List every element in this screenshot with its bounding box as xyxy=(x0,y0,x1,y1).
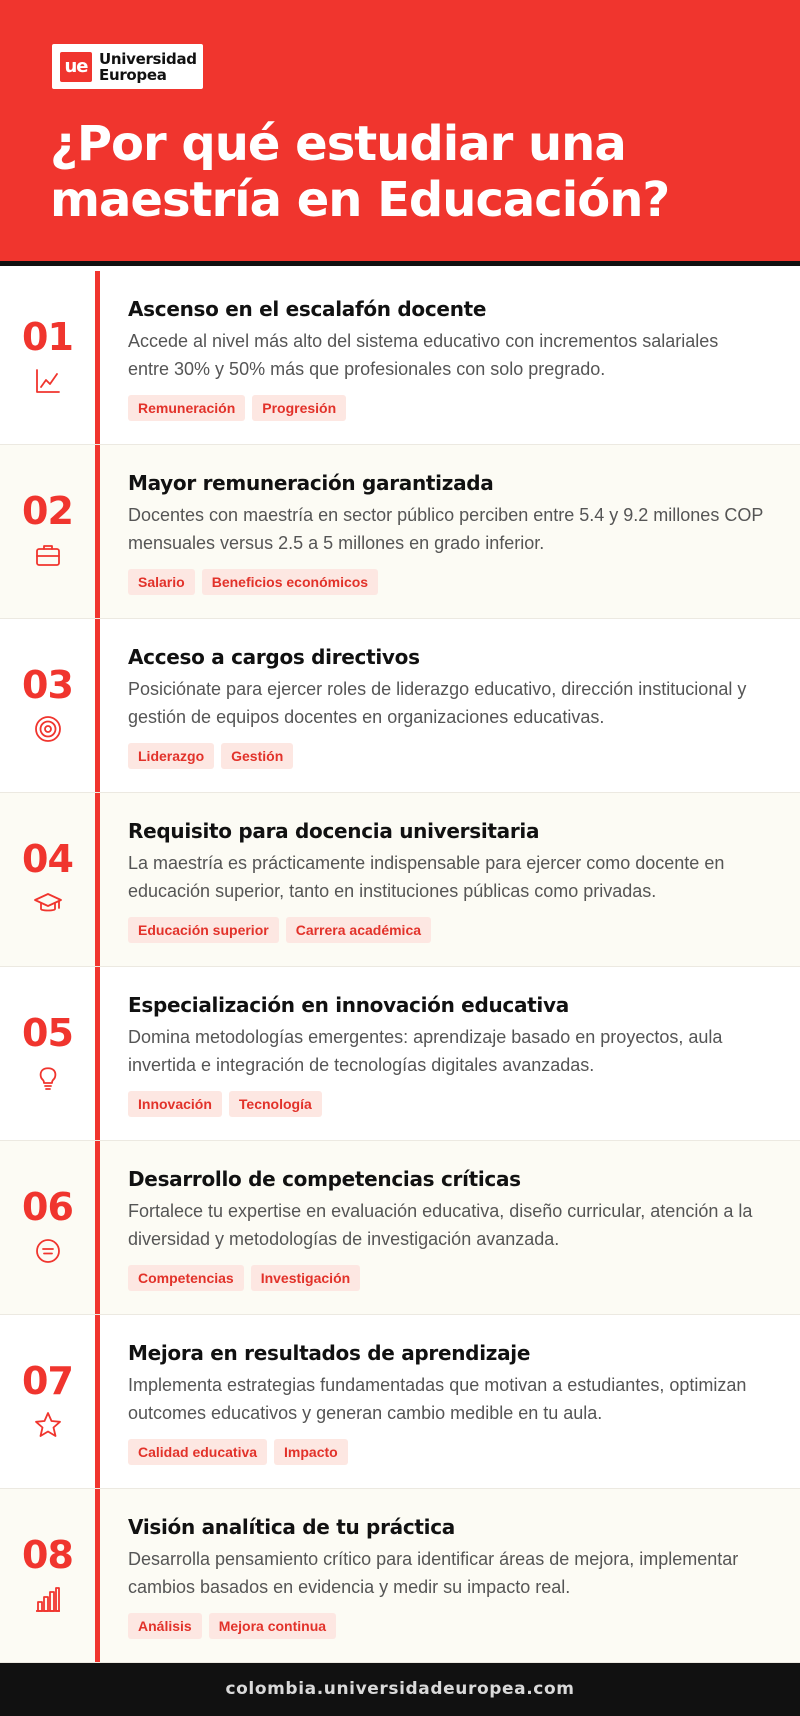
tag-list xyxy=(128,569,378,595)
tag: Liderazgo xyxy=(128,743,214,769)
benefit-description xyxy=(128,501,778,557)
benefit-item xyxy=(0,445,800,619)
page-title-line-1: ¿Por qué estudiar una xyxy=(50,116,626,172)
benefit-title: Desarrollo de competencias críticas xyxy=(128,1167,521,1191)
tag-list xyxy=(128,917,431,943)
description-line-1: La maestría es prácticamente indispensable para ejercer como docente en xyxy=(128,853,725,873)
logo-wordmark xyxy=(99,51,197,83)
accent-rail xyxy=(95,271,100,444)
brain-icon xyxy=(33,1236,63,1266)
description-line-1: Desarrolla pensamiento crítico para identificar áreas de mejora, implementar xyxy=(128,1549,739,1569)
benefit-number: 06 xyxy=(22,1185,73,1229)
benefit-number: 08 xyxy=(22,1533,73,1577)
benefit-title: Requisito para docencia universitaria xyxy=(128,819,540,843)
tag-list xyxy=(128,743,293,769)
benefit-title: Visión analítica de tu práctica xyxy=(128,1515,455,1539)
description-line-2: educación superior, tanto en instituciones públicas como privadas. xyxy=(128,881,657,901)
accent-rail xyxy=(95,619,100,792)
tag: Mejora continua xyxy=(209,1613,336,1639)
benefit-title: Ascenso en el escalafón docente xyxy=(128,297,487,321)
target-icon xyxy=(33,714,63,744)
description-line-1: Fortalece tu expertise en evaluación educativa, diseño curricular, atención a la xyxy=(128,1201,753,1221)
tag-list xyxy=(128,1265,360,1291)
benefit-number: 02 xyxy=(22,489,73,533)
benefit-number: 04 xyxy=(22,837,73,881)
tag: Tecnología xyxy=(229,1091,322,1117)
benefit-item xyxy=(0,967,800,1141)
tag-list xyxy=(128,1613,336,1639)
description-line-2: cambios basados en evidencia y medir su impacto real. xyxy=(128,1577,571,1597)
graduation-cap-icon xyxy=(33,888,63,918)
page-title xyxy=(50,116,770,228)
logo-line-1: Universidad xyxy=(99,49,197,68)
accent-rail xyxy=(95,793,100,966)
benefit-item xyxy=(0,1315,800,1489)
universidad-europea-logo[interactable] xyxy=(52,44,203,89)
tag: Competencias xyxy=(128,1265,244,1291)
accent-rail xyxy=(95,1489,100,1662)
briefcase-icon xyxy=(33,540,63,570)
accent-rail xyxy=(95,1141,100,1314)
page-title-line-2: maestría en Educación? xyxy=(50,172,670,228)
tag: Carrera académica xyxy=(286,917,431,943)
benefit-description xyxy=(128,1371,778,1427)
description-line-2: entre 30% y 50% más que profesionales con solo pregrado. xyxy=(128,359,606,379)
tag: Beneficios económicos xyxy=(202,569,378,595)
tag: Progresión xyxy=(252,395,346,421)
tag: Análisis xyxy=(128,1613,202,1639)
benefit-item xyxy=(0,793,800,967)
benefit-description xyxy=(128,1545,778,1601)
benefit-title: Mayor remuneración garantizada xyxy=(128,471,494,495)
description-line-1: Docentes con maestría en sector público perciben entre 5.4 y 9.2 millones COP xyxy=(128,505,764,525)
benefit-item xyxy=(0,1141,800,1315)
benefit-number: 05 xyxy=(22,1011,73,1055)
logo-mark: ue xyxy=(60,52,92,82)
benefit-item xyxy=(0,271,800,445)
benefit-item xyxy=(0,619,800,793)
star-icon xyxy=(33,1410,63,1440)
chart-line-icon xyxy=(33,366,63,396)
tag: Calidad educativa xyxy=(128,1439,267,1465)
benefit-title: Acceso a cargos directivos xyxy=(128,645,420,669)
description-line-2: gestión de equipos docentes en organizaciones educativas. xyxy=(128,707,605,727)
benefit-item xyxy=(0,1489,800,1663)
benefit-description xyxy=(128,675,778,731)
description-line-1: Accede al nivel más alto del sistema educativo con incrementos salariales xyxy=(128,331,719,351)
description-line-2: invertida e integración de tecnologías digitales avanzadas. xyxy=(128,1055,595,1075)
footer-url-link[interactable]: colombia.universidadeuropea.com xyxy=(225,1679,575,1699)
tag: Impacto xyxy=(274,1439,348,1465)
benefit-number: 01 xyxy=(22,315,73,359)
benefit-number: 07 xyxy=(22,1359,73,1403)
tag-list xyxy=(128,1439,348,1465)
benefit-description xyxy=(128,1197,778,1253)
lightbulb-icon xyxy=(33,1062,63,1092)
tag: Educación superior xyxy=(128,917,279,943)
benefit-title: Especialización en innovación educativa xyxy=(128,993,569,1017)
benefit-description xyxy=(128,327,778,383)
hero-header xyxy=(0,0,800,266)
accent-rail xyxy=(95,445,100,618)
benefit-title: Mejora en resultados de aprendizaje xyxy=(128,1341,531,1365)
footer xyxy=(0,1663,800,1716)
tag: Salario xyxy=(128,569,195,595)
benefit-description xyxy=(128,1023,778,1079)
tag: Investigación xyxy=(251,1265,360,1291)
tag-list xyxy=(128,1091,322,1117)
accent-rail xyxy=(95,967,100,1140)
logo-line-2: Europea xyxy=(99,65,167,84)
description-line-1: Posiciónate para ejercer roles de liderazgo educativo, dirección institucional y xyxy=(128,679,747,699)
description-line-1: Domina metodologías emergentes: aprendizaje basado en proyectos, aula xyxy=(128,1027,723,1047)
description-line-2: diversidad y metodologías de investigación avanzada. xyxy=(128,1229,560,1249)
accent-rail xyxy=(95,1315,100,1488)
tag: Remuneración xyxy=(128,395,245,421)
bar-chart-icon xyxy=(33,1584,63,1614)
benefits-list xyxy=(0,271,800,1663)
description-line-1: Implementa estrategias fundamentadas que motivan a estudiantes, optimizan xyxy=(128,1375,747,1395)
tag: Innovación xyxy=(128,1091,222,1117)
description-line-2: outcomes educativos y generan cambio medible en tu aula. xyxy=(128,1403,603,1423)
tag-list xyxy=(128,395,346,421)
benefit-number: 03 xyxy=(22,663,73,707)
description-line-2: mensuales versus 2.5 a 5 millones en grado inferior. xyxy=(128,533,545,553)
tag: Gestión xyxy=(221,743,293,769)
benefit-description xyxy=(128,849,778,905)
